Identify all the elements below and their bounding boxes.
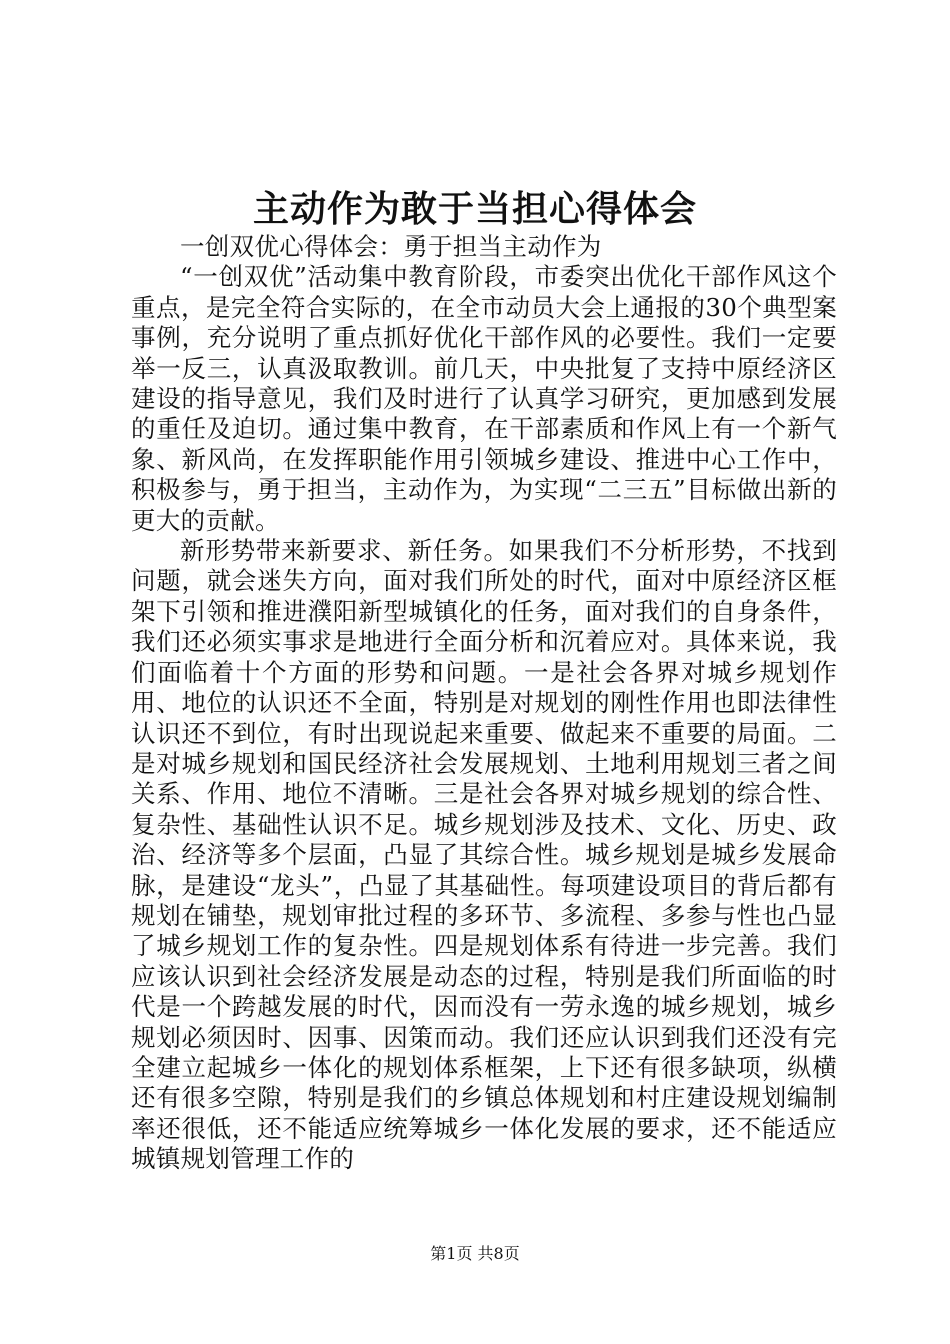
body-paragraph-1: “一创双优”活动集中教育阶段，市委突出优化干部作风这个重点，是完全符合实际的，在全市动员大会上通报的30个典型案事例，充分说明了重点抓好优化干部作风的必要性。我们一定要举一反三，认真汲取教训。前几天，中央批复了支持中原经济区建设的指导意见，我们及时进行了认真学习研究，更加感到发展的重任及迫切。通过集中教育，在干部素质和作风上有一个新气象、新风尚，在发挥职能作用引领城乡建设、推进中心工作中，积极参与，勇于担当，主动作为，为实现“二三五”目标做出新的更大的贡献。 [131, 262, 837, 535]
page-number-footer: 第1页 共8页 [430, 1244, 520, 1263]
body-paragraph-2: 新形势带来新要求、新任务。如果我们不分析形势，不找到问题，就会迷失方向，面对我们所处的时代，面对中原经济区框架下引领和推进濮阳新型城镇化的任务，面对我们的自身条件，我们还必须实事求是地进行全面分析和沉着应对。具体来说，我们面临着十个方面的形势和问题。一是社会各界对城乡规划作用、地位的认识还不全面，特别是对规划的刚性作用也即法律性认识还不到位，有时出现说起来重要、做起来不重要的局面。二是对城乡规划和国民经济社会发展规划、土地利用规划三者之间关系、作用、地位不清晰。三是社会各界对城乡规划的综合性、复杂性、基础性认识不足。城乡规划涉及技术、文化、历史、政治、经济等多个层面，凸显了其综合性。城乡规划是城乡发展命脉，是建设“龙头”，凸显了其基础性。每项建设项目的背后都有规划在铺垫，规划审批过程的多环节、多流程、多参与性也凸显了城乡规划工作的复杂性。四是规划体系有待进一步完善。我们应该认识到社会经济发展是动态的过程，特别是我们所面临的时代是一个跨越发展的时代，因而没有一劳永逸的城乡规划，城乡规划必须因时、因事、因策而动。我们还应认识到我们还没有完全建立起城乡一体化的规划体系框架，上下还有很多缺项，纵横还有很多空隙，特别是我们的乡镇总体规划和村庄建设规划编制率还很低，还不能适应统筹城乡一体化发展的要求，还不能适应城镇规划管理工作的 [131, 536, 837, 1174]
document-subtitle: 一创双优心得体会：勇于担当主动作为 [180, 232, 602, 261]
document-title: 主动作为敢于当担心得体会 [252, 188, 697, 230]
document-body [131, 232, 837, 1175]
